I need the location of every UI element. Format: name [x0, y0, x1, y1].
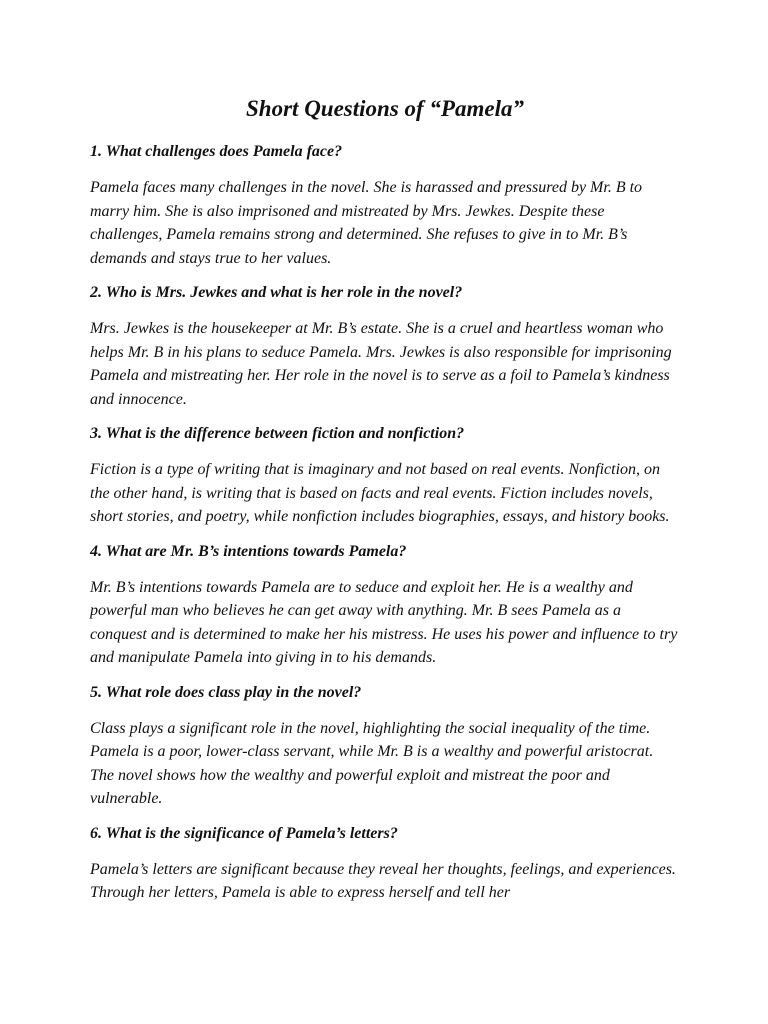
- answer-2: Mrs. Jewkes is the housekeeper at Mr. B’s estate. She is a cruel and heartless woman who helps Mr. B in his plans to seduce Pamela. Mrs. Jewkes is also responsible for imprisoning Pamela and mistreating her. Her role in the novel is to serve as a foil to Pamela’s kindness and innocence.: [90, 320, 672, 408]
- answer-1: Pamela faces many challenges in the novel. She is harassed and pressured by Mr. B to marry him. She is also imprisoned and mistreated by Mrs. Jewkes. Despite these challenges, Pamela remains strong and determined. She refuses to give in to Mr. B’s demands and stays true to her values.: [90, 179, 643, 267]
- question-2: 2. Who is Mrs. Jewkes and what is her role in the novel?: [90, 284, 463, 301]
- question-6: 6. What is the significance of Pamela’s letters?: [90, 824, 398, 842]
- answer-5: Class plays a significant role in the novel, highlighting the social inequality of the time. Pamela is a poor, lower-class servant, while Mr. B is a wealthy and powerful aristocrat. The novel shows how the wealthy and powerful exploit and mistreat the poor and vulnerable.: [90, 719, 654, 807]
- document-page: [90, 94, 680, 916]
- answer-3: Fiction is a type of writing that is imaginary and not based on real events. Nonfiction, on the other hand, is writing that is based on facts and real events. Fiction includes novels, short stories, and poetry, while nonfiction includes biographies, essays, and history books.: [90, 461, 670, 525]
- answer-4: Mr. B’s intentions towards Pamela are to seduce and exploit her. He is a wealthy and powerful man who believes he can get away with anything. Mr. B sees Pamela as a conquest and is determined to make her his mistress. He uses his power and influence to try and manipulate Pamela into giving in to his demands.: [90, 578, 678, 666]
- question-1: 1. What challenges does Pamela face?: [90, 143, 343, 160]
- answer-6: Pamela’s letters are significant because they reveal her thoughts, feelings, and experiences. Through her letters, Pamela is able to express herself and tell her: [90, 860, 676, 901]
- question-4: 4. What are Mr. B’s intentions towards Pamela?: [90, 542, 407, 560]
- question-3: 3. What is the difference between fiction and nonfiction?: [90, 425, 465, 442]
- document-title: Short Questions of “Pamela”: [246, 96, 524, 121]
- question-5: 5. What role does class play in the novel?: [90, 683, 362, 701]
